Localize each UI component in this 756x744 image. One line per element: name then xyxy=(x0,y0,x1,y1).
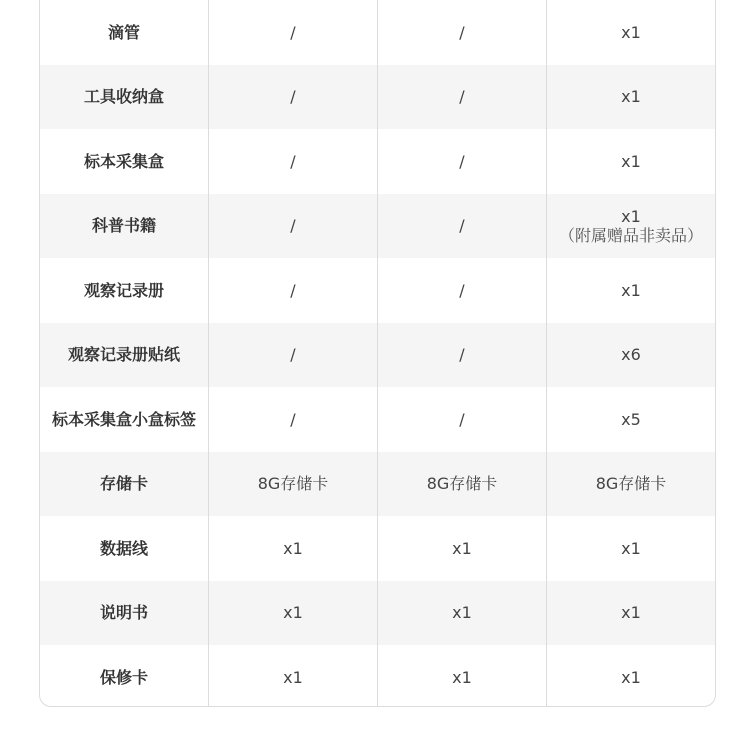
cell-value: x1 xyxy=(621,206,641,226)
table-cell: / xyxy=(378,129,547,194)
table-cell: / xyxy=(209,258,378,323)
table-cell: x1 xyxy=(621,87,641,107)
table-cell: / xyxy=(209,387,378,452)
table-cell: / xyxy=(209,65,378,130)
table-cell: x1 xyxy=(209,581,378,646)
table-cell: x1 xyxy=(378,581,547,646)
comparison-table xyxy=(39,0,716,707)
table-cell: / xyxy=(378,65,547,130)
table-cell: / xyxy=(378,323,547,388)
table-row xyxy=(40,0,715,65)
row-label: 保修卡 xyxy=(40,645,209,707)
table-row xyxy=(40,323,715,388)
row-label: 科普书籍 xyxy=(40,194,209,259)
row-label: 数据线 xyxy=(40,516,209,581)
row-label: 标本采集盒小盒标签 xyxy=(40,387,209,452)
table-row xyxy=(40,258,715,323)
table-cell xyxy=(547,194,715,259)
row-label: 观察记录册贴纸 xyxy=(40,323,209,388)
row-label: 存储卡 xyxy=(40,452,209,517)
table-cell: x1 xyxy=(621,151,641,171)
table-cell: x1 xyxy=(209,645,378,707)
table-cell: / xyxy=(378,0,547,65)
table-cell: x5 xyxy=(621,409,641,429)
table-row xyxy=(40,645,715,707)
table-cell: x1 xyxy=(621,22,641,42)
row-label: 标本采集盒 xyxy=(40,129,209,194)
table-cell: / xyxy=(209,0,378,65)
table-cell: x1 xyxy=(378,516,547,581)
table-cell: 8G存储卡 xyxy=(209,452,378,517)
row-label: 滴管 xyxy=(40,0,209,65)
table-cell: / xyxy=(209,323,378,388)
table-cell: x1 xyxy=(621,603,641,623)
table-cell: / xyxy=(378,387,547,452)
table-cell: x1 xyxy=(378,645,547,707)
table-cell: x1 xyxy=(621,667,641,687)
row-label: 说明书 xyxy=(40,581,209,646)
table-cell: / xyxy=(378,258,547,323)
table-row xyxy=(40,516,715,581)
table-row xyxy=(40,581,715,646)
table-row xyxy=(40,387,715,452)
table-cell: x6 xyxy=(621,345,641,365)
table-cell: 8G存储卡 xyxy=(378,452,547,517)
table-cell: 8G存储卡 xyxy=(595,474,667,494)
row-label: 工具收纳盒 xyxy=(40,65,209,130)
table-cell: x1 xyxy=(621,280,641,300)
row-label: 观察记录册 xyxy=(40,258,209,323)
table-row xyxy=(40,194,715,259)
table-row xyxy=(40,452,715,517)
table-row xyxy=(40,65,715,130)
table-cell: / xyxy=(209,194,378,259)
table-cell: / xyxy=(209,129,378,194)
table-cell: x1 xyxy=(621,538,641,558)
gift-note: （附属赠品非卖品） xyxy=(558,225,703,245)
table-row xyxy=(40,129,715,194)
table-cell: / xyxy=(378,194,547,259)
table-cell: x1 xyxy=(209,516,378,581)
